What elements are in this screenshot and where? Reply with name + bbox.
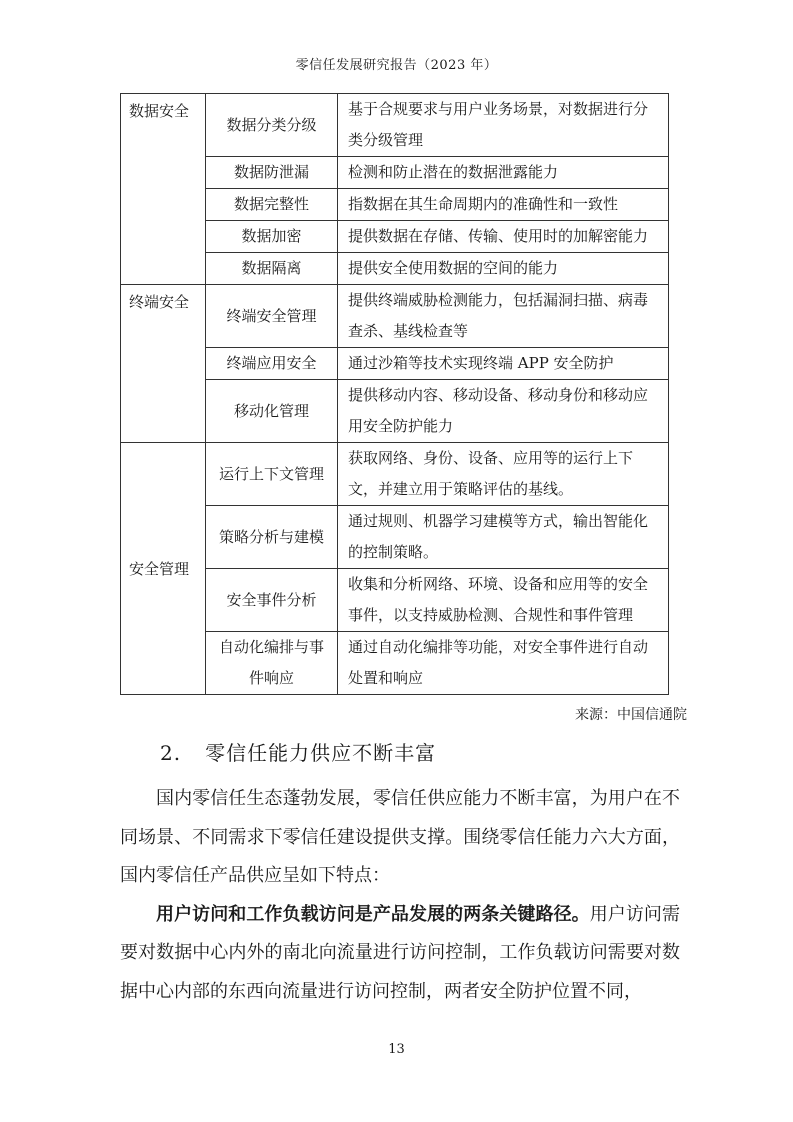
item-cell: 数据加密 — [206, 221, 338, 253]
section-title: 零信任能力供应不断丰富 — [205, 741, 437, 765]
item-cell: 数据完整性 — [206, 189, 338, 221]
paragraph — [120, 896, 680, 1012]
paragraph-text: 用户访问需要对数据中心内外的南北向流量进行访问控制，工作负载访问需要对数据中心内部的东西向流量进行访问控制，两者安全防护位置不同， — [120, 903, 681, 1002]
category-cell: 安全管理 — [121, 443, 206, 695]
desc-cell: 指数据在其生命周期内的准确性和一致性 — [338, 189, 669, 221]
item-cell: 终端安全管理 — [206, 285, 338, 348]
table-source-note: 来源：中国信通院 — [575, 707, 687, 723]
desc-cell: 收集和分析网络、环境、设备和应用等的安全事件，以支持威胁检测、合规性和事件管理 — [338, 569, 669, 632]
item-cell: 数据防泄漏 — [206, 157, 338, 189]
desc-cell: 获取网络、身份、设备、应用等的运行上下文，并建立用于策略评估的基线。 — [338, 443, 669, 506]
key-point: 用户访问和工作负载访问是产品发展的两条关键路径。 — [156, 903, 590, 925]
item-cell: 运行上下文管理 — [206, 443, 338, 506]
table-row — [121, 443, 669, 506]
paragraph: 国内零信任生态蓬勃发展，零信任供应能力不断丰富，为用户在不同场景、不同需求下零信任建设提供支撑。围绕零信任能力六大方面，国内零信任产品供应呈如下特点： — [120, 788, 680, 886]
category-cell: 数据安全 — [121, 94, 206, 285]
desc-cell: 基于合规要求与用户业务场景，对数据进行分类分级管理 — [338, 94, 669, 157]
desc-cell: 提供终端威胁检测能力，包括漏洞扫描、病毒查杀、基线检查等 — [338, 285, 669, 348]
desc-cell: 提供数据在存储、传输、使用时的加解密能力 — [338, 221, 669, 253]
desc-cell: 通过沙箱等技术实现终端 APP 安全防护 — [338, 348, 669, 380]
section-heading — [160, 737, 436, 766]
item-cell: 终端应用安全 — [206, 348, 338, 380]
item-cell: 移动化管理 — [206, 380, 338, 443]
body-text — [120, 780, 680, 1011]
item-cell: 安全事件分析 — [206, 569, 338, 632]
page-number: 13 — [388, 1042, 405, 1057]
item-cell: 自动化编排与事件响应 — [206, 632, 338, 695]
page-header: 零信任发展研究报告（2023 年） — [295, 58, 498, 73]
section-number: 2. — [160, 741, 182, 765]
capability-table — [120, 93, 669, 695]
desc-cell: 提供移动内容、移动设备、移动身份和移动应用安全防护能力 — [338, 380, 669, 443]
desc-cell: 通过规则、机器学习建模等方式，输出智能化的控制策略。 — [338, 506, 669, 569]
item-cell: 数据分类分级 — [206, 94, 338, 157]
item-cell: 策略分析与建模 — [206, 506, 338, 569]
table-row — [121, 285, 669, 348]
desc-cell: 提供安全使用数据的空间的能力 — [338, 253, 669, 285]
desc-cell: 通过自动化编排等功能，对安全事件进行自动处置和响应 — [338, 632, 669, 695]
desc-cell: 检测和防止潜在的数据泄露能力 — [338, 157, 669, 189]
category-cell: 终端安全 — [121, 285, 206, 443]
table-row — [121, 94, 669, 157]
item-cell: 数据隔离 — [206, 253, 338, 285]
